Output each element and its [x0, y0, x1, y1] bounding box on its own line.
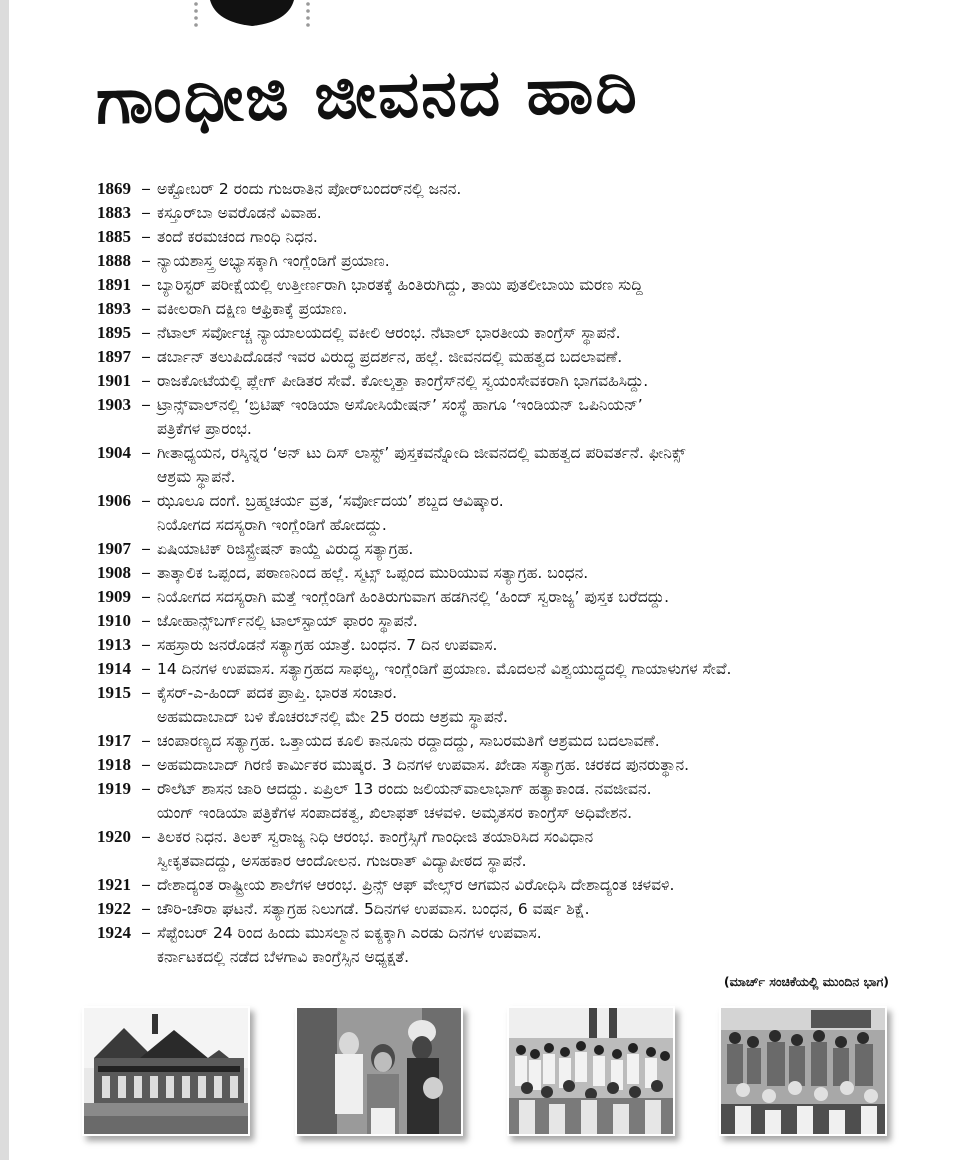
- entry-text: [157, 897, 897, 921]
- entry-year: 1904: [97, 443, 131, 462]
- timeline-entry: [97, 489, 897, 537]
- timeline-entry: [97, 201, 897, 225]
- entry-dash: –: [142, 204, 150, 221]
- entry-text: [157, 249, 897, 273]
- entry-text-line: ಆಶ್ರಮ ಸ್ಥಾಪನೆ.: [157, 468, 236, 486]
- entry-text: [157, 681, 897, 729]
- entry-year: 1915: [97, 683, 131, 702]
- entry-dash: –: [142, 684, 150, 701]
- entry-year: 1891: [97, 275, 131, 294]
- entry-text-line: ಚಂಪಾರಣ್ಯದ ಸತ್ಯಾಗ್ರಹ. ಒತ್ತಾಯದ ಕೂಲಿ ಕಾನೂನು ರದ್ದಾದದ್ದು, ಸಾಬರಮತಿಗೆ ಆಶ್ರಮದ ಬದಲಾವಣೆ.: [157, 732, 660, 750]
- entry-text-line: ತಂದೆ ಕರಮಚಂದ ಗಾಂಧಿ ನಿಧನ.: [157, 228, 318, 246]
- entry-text: [157, 753, 897, 777]
- entry-text-line: ಟ್ರಾನ್ಸ್‌ವಾಲ್‌ನಲ್ಲಿ ‘ಬ್ರಿಟಿಷ್ ಇಂಡಿಯಾ ಅಸೋಸಿಯೇಷನ್’ ಸಂಸ್ಥೆ ಹಾಗೂ ‘ಇಂಡಿಯನ್ ಒಪಿನಿಯನ್’: [157, 396, 643, 414]
- entry-year: 1924: [97, 923, 131, 942]
- entry-year: 1893: [97, 299, 131, 318]
- entry-text-line: 14 ದಿನಗಳ ಉಪವಾಸ. ಸತ್ಯಾಗ್ರಹದ ಸಾಫಲ್ಯ, ಇಂಗ್ಲೆಂಡಿಗೆ ಪ್ರಯಾಣ. ಮೊದಲನೆ ವಿಶ್ವಯುದ್ಧದಲ್ಲಿ ಗಾಯಾಳುಗಳ ಸೇವೆ.: [157, 660, 732, 678]
- page-title: ಗಾಂಧೀಜಿ ಜೀವನದ ಹಾದಿ: [95, 53, 640, 139]
- entry-dash: –: [142, 876, 150, 893]
- entry-text: [157, 273, 897, 297]
- timeline-entry: [97, 561, 897, 585]
- timeline-entry: [97, 681, 897, 729]
- entry-text-line: ಸೆಪ್ಟೆಂಬರ್ 24 ರಿಂದ ಹಿಂದು ಮುಸಲ್ಮಾನ ಐಕ್ಯಕ್ಕಾಗಿ ಎರಡು ದಿನಗಳ ಉಪವಾಸ.: [157, 924, 542, 942]
- entry-text: [157, 609, 897, 633]
- timeline-entry: [97, 177, 897, 201]
- entry-dash: –: [142, 636, 150, 653]
- entry-text-line: ಚೌರಿ-ಚೌರಾ ಘಟನೆ. ಸತ್ಯಾಗ್ರಹ ನಿಲುಗಡೆ. 5ದಿನಗಳ ಉಪವಾಸ. ಬಂಧನ, 6 ವರ್ಷ ಶಿಕ್ಷೆ.: [157, 900, 590, 918]
- entry-dash: –: [142, 780, 150, 797]
- entry-year: 1922: [97, 899, 131, 918]
- timeline-entry: [97, 273, 897, 297]
- timeline-entry: [97, 729, 897, 753]
- entry-text: [157, 729, 897, 753]
- timeline-entry: [97, 753, 897, 777]
- entry-text-line: ಅಕ್ಟೋಬರ್ 2 ರಂದು ಗುಜರಾತಿನ ಪೋರ್‌ಬಂದರ್‌ನಲ್ಲಿ ಜನನ.: [157, 180, 462, 198]
- entry-text-line: ತಿಲಕರ ನಿಧನ. ತಿಲಕ್ ಸ್ವರಾಜ್ಯ ನಿಧಿ ಆರಂಭ. ಕಾಂಗ್ರೆಸ್ಸಿಗೆ ಗಾಂಧೀಜಿ ತಯಾರಿಸಿದ ಸಂವಿಧಾನ: [157, 828, 594, 846]
- timeline-entry: [97, 393, 897, 441]
- photo-building: [82, 1006, 250, 1136]
- entry-text-line: ಅಹಮದಾಬಾದ್ ಬಳಿ ಕೊಚರಬ್‌ನಲ್ಲಿ ಮೇ 25 ರಂದು ಆಶ್ರಮ ಸ್ಥಾಪನೆ.: [157, 708, 508, 726]
- entry-text-line: ತಾತ್ಕಾಲಿಕ ಒಪ್ಪಂದ, ಪಠಾಣನಿಂದ ಹಲ್ಲೆ. ಸ್ಮಟ್ಸ್ ಒಪ್ಪಂದ ಮುರಿಯುವ ಸತ್ಯಾಗ್ರಹ. ಬಂಧನ.: [157, 564, 589, 582]
- entry-text: [157, 489, 897, 537]
- entry-text: [157, 321, 897, 345]
- entry-text-line: ಯಂಗ್ ಇಂಡಿಯಾ ಪತ್ರಿಕೆಗಳ ಸಂಪಾದಕತ್ವ, ಖಿಲಾಫತ್ ಚಳವಳಿ. ಅಮೃತಸರ ಕಾಂಗ್ರೆಸ್ ಅಧಿವೇಶನ.: [157, 804, 633, 822]
- entry-text-line: ನೆಟಾಲ್ ಸರ್ವೋಚ್ಚ ನ್ಯಾಯಾಲಯದಲ್ಲಿ ವಕೀಲಿ ಆರಂಭ. ನೆಟಾಲ್ ಭಾರತೀಯ ಕಾಂಗ್ರೆಸ್ ಸ್ಥಾಪನೆ.: [157, 324, 621, 342]
- entry-dash: –: [142, 732, 150, 749]
- entry-year: 1883: [97, 203, 131, 222]
- entry-text-line: ಗೀತಾಧ್ಯಯನ, ರಸ್ಕಿನ್ನರ ‘ಅನ್ ಟು ದಿಸ್ ಲಾಸ್ಟ್’ ಪುಸ್ತಕವನ್ನೋದಿ ಜೀವನದಲ್ಲಿ ಮಹತ್ವದ ಪರಿವರ್ತನೆ. ಫೀನಿಕ್ಸ್: [157, 444, 686, 462]
- entry-year: 1921: [97, 875, 131, 894]
- timeline-entry: [97, 369, 897, 393]
- entry-year: 1888: [97, 251, 131, 270]
- entry-dash: –: [142, 396, 150, 413]
- entry-text: [157, 201, 897, 225]
- entry-dash: –: [142, 564, 150, 581]
- entry-text-line: ಏಷಿಯಾಟಿಕ್ ರಿಜಿಸ್ಟ್ರೇಷನ್ ಕಾಯ್ದೆ ವಿರುದ್ಧ ಸತ್ಯಾಗ್ರಹ.: [157, 540, 414, 558]
- entry-text-line: ದೇಶಾದ್ಯಂತ ರಾಷ್ಟ್ರೀಯ ಶಾಲೆಗಳ ಆರಂಭ. ಪ್ರಿನ್ಸ್ ಆಫ್ ವೇಲ್ಸ್‌ರ ಆಗಮನ ವಿರೋಧಿಸಿ ದೇಶಾದ್ಯಂತ ಚಳವಳಿ.: [157, 876, 675, 894]
- entry-text: [157, 873, 897, 897]
- entry-text-line: ಕಸ್ತೂರ್‌ಬಾ ಅವರೊಡನೆ ವಿವಾಹ.: [157, 204, 322, 222]
- continued-note: (ಮಾರ್ಚ್ ಸಂಚಿಕೆಯಲ್ಲಿ ಮುಂದಿನ ಭಾಗ): [723, 974, 889, 989]
- entry-text: [157, 225, 897, 249]
- entry-dash: –: [142, 372, 150, 389]
- entry-dash: –: [142, 540, 150, 557]
- photo-gandhi-portrait: [295, 1006, 463, 1136]
- entry-dash: –: [142, 660, 150, 677]
- entry-dash: –: [142, 924, 150, 941]
- timeline-entry: [97, 825, 897, 873]
- entry-year: 1908: [97, 563, 131, 582]
- entry-text-line: ಡರ್ಬಾನ್ ತಲುಪಿದೊಡನೆ ಇವರ ವಿರುದ್ಧ ಪ್ರದರ್ಶನ, ಹಲ್ಲೆ. ಜೀವನದಲ್ಲಿ ಮಹತ್ವದ ಬದಲಾವಣೆ.: [157, 348, 623, 366]
- page-left-border: [0, 0, 9, 1160]
- entry-text: [157, 561, 897, 585]
- timeline-entry: [97, 897, 897, 921]
- timeline-entry: [97, 225, 897, 249]
- entry-dash: –: [142, 828, 150, 845]
- entry-dash: –: [142, 228, 150, 245]
- entry-text-line: ನಿಯೋಗದ ಸದಸ್ಯರಾಗಿ ಮತ್ತೆ ಇಂಗ್ಲೆಂಡಿಗೆ ಹಿಂತಿರುಗುವಾಗ ಹಡಗಿನಲ್ಲಿ ‘ಹಿಂದ್ ಸ್ವರಾಜ್ಯ’ ಪುಸ್ತಕ ಬರೆದದ್ದು.: [157, 588, 670, 606]
- entry-text: [157, 369, 897, 393]
- timeline-entry: [97, 657, 897, 681]
- entry-year: 1918: [97, 755, 131, 774]
- entry-dash: –: [142, 276, 150, 293]
- entry-dash: –: [142, 588, 150, 605]
- entry-dash: –: [142, 180, 150, 197]
- entry-text-line: ಬ್ಯಾರಿಸ್ಟರ್ ಪರೀಕ್ಷೆಯಲ್ಲಿ ಉತ್ತೀರ್ಣರಾಗಿ ಭಾರತಕ್ಕೆ ಹಿಂತಿರುಗಿದ್ದು, ತಾಯಿ ಪುತಲೀಬಾಯಿ ಮರಣ ಸುದ್ದಿ: [157, 276, 643, 294]
- photo-outdoor-crowd: [719, 1006, 887, 1136]
- timeline-entry: [97, 777, 897, 825]
- timeline-entry: [97, 441, 897, 489]
- entry-text: [157, 297, 897, 321]
- entry-year: 1914: [97, 659, 131, 678]
- entry-dash: –: [142, 324, 150, 341]
- entry-text-line: ಝೂಲೂ ದಂಗೆ. ಬ್ರಹ್ಮಚರ್ಯ ವ್ರತ, ‘ಸರ್ವೋದಯ’ ಶಬ್ದದ ಆವಿಷ್ಕಾರ.: [157, 492, 504, 510]
- entry-dash: –: [142, 492, 150, 509]
- entry-text-line: ಕೈಸರ್-ಎ-ಹಿಂದ್ ಪದಕ ಪ್ರಾಪ್ತಿ. ಭಾರತ ಸಂಚಾರ.: [157, 684, 398, 702]
- entry-year: 1895: [97, 323, 131, 342]
- timeline-entry: [97, 633, 897, 657]
- timeline-entry: [97, 537, 897, 561]
- timeline-entry: [97, 873, 897, 897]
- entry-text: [157, 441, 897, 489]
- entry-text: [157, 777, 897, 825]
- entry-text-line: ನಿಯೋಗದ ಸದಸ್ಯರಾಗಿ ಇಂಗ್ಲೆಂಡಿಗೆ ಹೋದದ್ದು.: [157, 516, 387, 534]
- entry-text: [157, 921, 897, 969]
- entry-text: [157, 537, 897, 561]
- entry-text-line: ಸ್ವೀಕೃತವಾದದ್ದು, ಅಸಹಕಾರ ಆಂದೋಲನ. ಗುಜರಾತ್ ವಿದ್ಯಾಪೀಠದ ಸ್ಥಾಪನೆ.: [157, 852, 527, 870]
- entry-text-line: ನ್ಯಾಯಶಾಸ್ತ್ರ ಅಭ್ಯಾಸಕ್ಕಾಗಿ ಇಂಗ್ಲೆಂಡಿಗೆ ಪ್ರಯಾಣ.: [157, 252, 390, 270]
- entry-dash: –: [142, 252, 150, 269]
- entry-dash: –: [142, 348, 150, 365]
- photo-crowd-gathering: [507, 1006, 675, 1136]
- timeline-entry: [97, 609, 897, 633]
- entry-text: [157, 657, 897, 681]
- entry-text: [157, 825, 897, 873]
- entry-dash: –: [142, 300, 150, 317]
- entry-dash: –: [142, 612, 150, 629]
- entry-text-line: ಕರ್ನಾಟಕದಲ್ಲಿ ನಡೆದ ಬೆಳಗಾವಿ ಕಾಂಗ್ರೆಸ್ಸಿನ ಅಧ್ಯಕ್ಷತೆ.: [157, 948, 410, 966]
- timeline-entry: [97, 585, 897, 609]
- entry-year: 1907: [97, 539, 131, 558]
- entry-text: [157, 345, 897, 369]
- entry-year: 1903: [97, 395, 131, 414]
- timeline-entry: [97, 297, 897, 321]
- entry-year: 1910: [97, 611, 131, 630]
- entry-text-line: ಅಹಮದಾಬಾದ್ ಗಿರಣಿ ಕಾರ್ಮಿಕರ ಮುಷ್ಕರ. 3 ದಿನಗಳ ಉಪವಾಸ. ಖೇಡಾ ಸತ್ಯಾಗ್ರಹ. ಚರಕದ ಪುನರುತ್ಥಾನ.: [157, 756, 690, 774]
- timeline-entry: [97, 921, 897, 969]
- entry-year: 1897: [97, 347, 131, 366]
- entry-year: 1909: [97, 587, 131, 606]
- timeline-entry: [97, 321, 897, 345]
- entry-text-line: ಜೋಹಾನ್ಸ್‌ಬರ್ಗ್‌ನಲ್ಲಿ ಟಾಲ್‌ಸ್ಟಾಯ್ ಫಾರಂ ಸ್ಥಾಪನೆ.: [157, 612, 418, 630]
- entry-text: [157, 177, 897, 201]
- entry-text: [157, 393, 897, 441]
- entry-year: 1885: [97, 227, 131, 246]
- entry-dash: –: [142, 900, 150, 917]
- entry-text-line: ರೌಲೆಟ್ ಶಾಸನ ಜಾರಿ ಆದದ್ದು. ಏಪ್ರಿಲ್ 13 ರಂದು ಜಲಿಯನ್‌ವಾಲಾಭಾಗ್ ಹತ್ಯಾಕಾಂಡ. ನವಜೀವನ.: [157, 780, 652, 798]
- timeline-list: [97, 177, 897, 969]
- entry-year: 1901: [97, 371, 131, 390]
- timeline-entry: [97, 249, 897, 273]
- entry-year: 1919: [97, 779, 131, 798]
- timeline-entry: [97, 345, 897, 369]
- top-ornament-icon: [192, 0, 312, 28]
- entry-text-line: ರಾಜಕೋಟೆಯಲ್ಲಿ ಪ್ಲೇಗ್ ಪೀಡಿತರ ಸೇವೆ. ಕೋಲ್ಕತ್ತಾ ಕಾಂಗ್ರೆಸ್‌ನಲ್ಲಿ ಸ್ವಯಂಸೇವಕರಾಗಿ ಭಾಗವಹಿಸಿದ್ದು.: [157, 372, 649, 390]
- entry-year: 1869: [97, 179, 131, 198]
- entry-text-line: ಪತ್ರಿಕೆಗಳ ಪ್ರಾರಂಭ.: [157, 420, 252, 438]
- entry-text: [157, 585, 897, 609]
- entry-year: 1920: [97, 827, 131, 846]
- entry-year: 1917: [97, 731, 131, 750]
- entry-text-line: ವಕೀಲರಾಗಿ ದಕ್ಷಿಣ ಆಫ್ರಿಕಾಕ್ಕೆ ಪ್ರಯಾಣ.: [157, 300, 348, 318]
- entry-text: [157, 633, 897, 657]
- entry-year: 1913: [97, 635, 131, 654]
- entry-year: 1906: [97, 491, 131, 510]
- entry-dash: –: [142, 444, 150, 461]
- entry-text-line: ಸಹಸ್ರಾರು ಜನರೊಡನೆ ಸತ್ಯಾಗ್ರಹ ಯಾತ್ರೆ. ಬಂಧನ. 7 ದಿನ ಉಪವಾಸ.: [157, 636, 498, 654]
- entry-dash: –: [142, 756, 150, 773]
